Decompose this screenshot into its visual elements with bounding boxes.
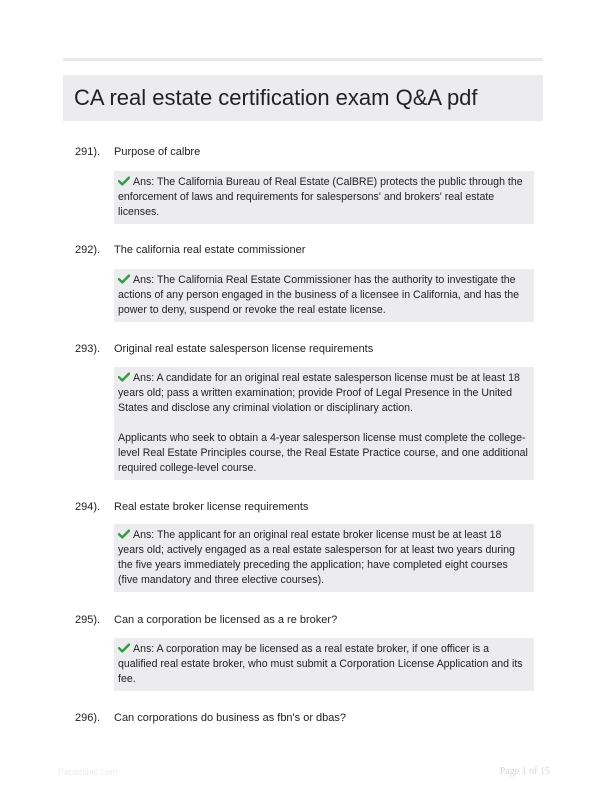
check-icon bbox=[118, 529, 130, 539]
check-icon bbox=[118, 274, 130, 284]
question-text: Original real estate salesperson license requirements bbox=[114, 343, 374, 355]
check-icon bbox=[118, 372, 130, 382]
answer-text: Ans: A corporation may be licensed as a real estate broker, if one officer is a qualified real estate broker, who must submit a Corporation License Application and its fee. bbox=[118, 643, 523, 685]
question-text: Can a corporation be licensed as a re broker? bbox=[114, 614, 338, 626]
question-text: Real estate broker license requirements bbox=[114, 501, 309, 513]
question-text: The california real estate commissioner bbox=[114, 244, 306, 256]
page-title: CA real estate certification exam Q&A pdf bbox=[74, 85, 478, 110]
question-number: 291). bbox=[75, 146, 101, 158]
question-number: 293). bbox=[75, 343, 101, 355]
answer-text: Ans: A candidate for an original real estate salesperson license must be at least 18 years old; pass a written examination; provide Proof of Legal Presence in the United States and disclose any criminal violation or disciplinary action. bbox=[118, 372, 520, 414]
answer-panel bbox=[114, 171, 534, 224]
check-icon bbox=[118, 176, 130, 186]
question-text: Purpose of calbre bbox=[114, 146, 201, 158]
answer-panel bbox=[114, 638, 534, 691]
answer-text: Ans: The California Bureau of Real Estate (CalBRE) protects the public through the enforcement of laws and requirements for salespersons' and brokers' real estate licenses. bbox=[118, 176, 523, 218]
answer-panel bbox=[114, 269, 534, 322]
title-banner bbox=[63, 75, 543, 121]
question-number: 292). bbox=[75, 244, 101, 256]
question-text: Can corporations do business as fbn's or dbas? bbox=[114, 712, 347, 724]
check-icon bbox=[118, 643, 130, 653]
page-indicator: Page 1 of 15 bbox=[499, 766, 550, 777]
top-divider bbox=[63, 58, 543, 61]
answer-text: Applicants who seek to obtain a 4-year salesperson license must complete the college-level Real Estate Principles course, the Real Estate Practice course, and one additional required college-level course. bbox=[118, 432, 528, 474]
question-number: 295). bbox=[75, 614, 101, 626]
answer-panel bbox=[114, 367, 534, 480]
answer-text: Ans: The California Real Estate Commissioner has the authority to investigate the actions of any person engaged in the business of a licensee in California, and has the power to deny, suspend or revoke the real estate license. bbox=[118, 274, 520, 316]
answer-text: Ans: The applicant for an original real estate broker license must be at least 18 years old; actively engaged as a real estate salesperson for at least two years during the five years immediately preceding the application; have completed eight courses (five mandatory and three elective courses). bbox=[118, 529, 515, 586]
question-number: 296). bbox=[75, 712, 101, 724]
answer-panel bbox=[114, 524, 534, 592]
question-number: 294). bbox=[75, 501, 101, 513]
footer-site-watermark: Papertibic.com bbox=[58, 767, 118, 777]
